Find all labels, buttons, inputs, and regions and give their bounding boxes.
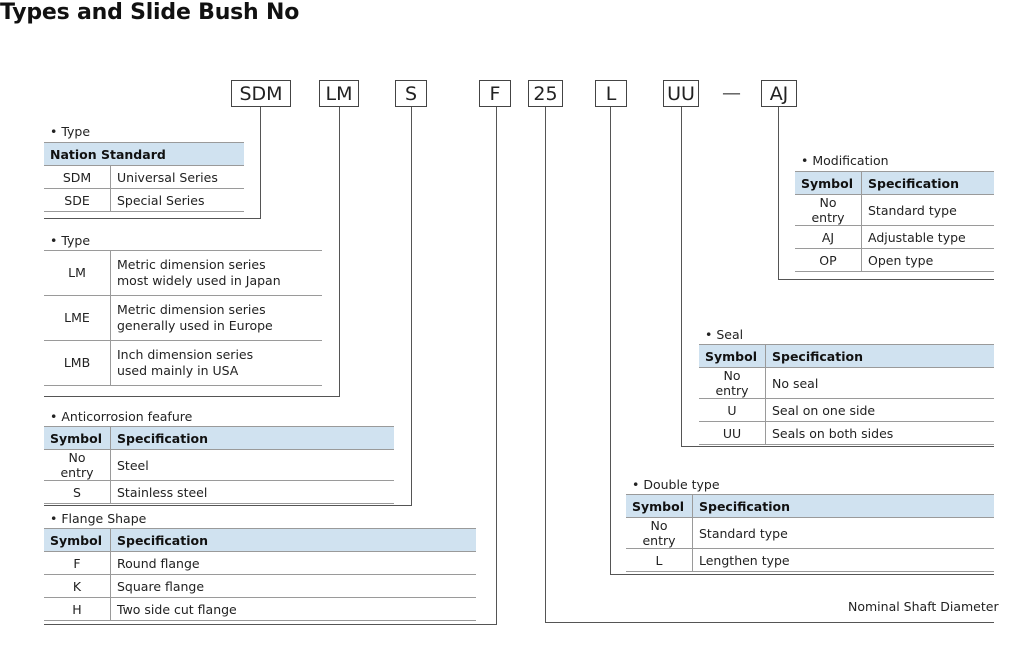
table-row <box>795 195 994 226</box>
symbol-header: Symbol <box>699 345 766 368</box>
spec-header: Specification <box>111 529 477 552</box>
table-row <box>795 226 994 249</box>
connector-25-horizontal <box>545 622 994 623</box>
seal-section-label: • Seal <box>705 327 744 342</box>
symbol-cell: AJ <box>795 226 862 249</box>
connector-lm-horizontal <box>44 396 340 397</box>
symbol-cell: No entry <box>44 450 111 481</box>
connector-aj-vertical <box>778 107 779 279</box>
spec-cell <box>111 251 323 296</box>
code-box-aj: AJ <box>761 80 797 107</box>
spec-line-1: Metric dimension series <box>117 302 266 317</box>
spec-cell: Universal Series <box>111 166 245 189</box>
spec-header: Specification <box>111 427 395 450</box>
seal-table <box>699 344 994 445</box>
connector-f-vertical <box>496 107 497 624</box>
connector-f-horizontal <box>44 624 497 625</box>
symbol-cell: F <box>44 552 111 575</box>
connector-s-horizontal <box>44 505 412 506</box>
connector-s-vertical <box>411 107 412 505</box>
nominal-shaft-diameter-label: Nominal Shaft Diameter <box>848 599 999 614</box>
table-row <box>44 598 476 621</box>
connector-l-vertical <box>610 107 611 574</box>
code-box-uu: UU <box>663 80 699 107</box>
connector-lm-vertical <box>339 107 340 396</box>
symbol-cell: SDM <box>44 166 111 189</box>
type-series-section-label: • Type <box>50 233 91 248</box>
spec-header: Specification <box>766 345 995 368</box>
table-row <box>699 368 994 399</box>
anticorrosion-section-label: • Anticorrosion feafure <box>50 409 193 424</box>
spec-cell: Square flange <box>111 575 477 598</box>
spec-line-1: Metric dimension series <box>117 257 266 272</box>
code-box-25: 25 <box>528 80 563 107</box>
table-row <box>44 341 322 386</box>
table-row <box>44 481 394 504</box>
spec-header: Specification <box>693 495 995 518</box>
flange-table <box>44 528 476 621</box>
table-row <box>626 549 994 572</box>
spec-cell: No seal <box>766 368 995 399</box>
table-row <box>44 575 476 598</box>
page-title: Types and Slide Bush No <box>0 0 300 25</box>
spec-cell: Special Series <box>111 189 245 212</box>
spec-cell: Standard type <box>693 518 995 549</box>
spec-cell: Standard type <box>862 195 995 226</box>
table-row <box>44 450 394 481</box>
flange-section-label: • Flange Shape <box>50 511 147 526</box>
symbol-header: Symbol <box>795 172 862 195</box>
code-box-l: L <box>595 80 627 107</box>
type-section-label: • Type <box>50 124 91 139</box>
table-row <box>44 166 244 189</box>
table-row <box>44 552 476 575</box>
nation-standard-table <box>44 142 244 212</box>
table-row <box>795 249 994 272</box>
spec-cell <box>111 296 323 341</box>
code-box-f: F <box>479 80 511 107</box>
symbol-header: Symbol <box>44 529 111 552</box>
table-row <box>44 251 322 296</box>
symbol-cell: L <box>626 549 693 572</box>
nation-standard-header: Nation Standard <box>44 143 244 166</box>
symbol-cell: K <box>44 575 111 598</box>
table-row <box>626 518 994 549</box>
symbol-cell: No entry <box>795 195 862 226</box>
connector-l-horizontal <box>610 574 994 575</box>
spec-cell: Round flange <box>111 552 477 575</box>
symbol-header: Symbol <box>44 427 111 450</box>
symbol-cell: H <box>44 598 111 621</box>
symbol-cell: LMB <box>44 341 111 386</box>
symbol-cell: S <box>44 481 111 504</box>
spec-cell: Stainless steel <box>111 481 395 504</box>
symbol-cell: OP <box>795 249 862 272</box>
spec-cell: Steel <box>111 450 395 481</box>
symbol-cell: UU <box>699 422 766 445</box>
table-row <box>699 422 994 445</box>
symbol-cell: LME <box>44 296 111 341</box>
code-dash: — <box>722 82 741 104</box>
spec-cell: Seal on one side <box>766 399 995 422</box>
symbol-cell: No entry <box>626 518 693 549</box>
code-box-sdm: SDM <box>231 80 291 107</box>
symbol-cell: SDE <box>44 189 111 212</box>
code-box-lm: LM <box>319 80 359 107</box>
spec-cell: Lengthen type <box>693 549 995 572</box>
spec-cell <box>111 341 323 386</box>
symbol-cell: LM <box>44 251 111 296</box>
spec-line-2: generally used in Europe <box>117 318 273 333</box>
spec-cell: Two side cut flange <box>111 598 477 621</box>
connector-sdm-horizontal <box>44 218 261 219</box>
double-type-table <box>626 494 994 572</box>
connector-uu-vertical <box>681 107 682 446</box>
type-series-table <box>44 250 322 386</box>
spec-line-2: used mainly in USA <box>117 363 239 378</box>
spec-cell: Adjustable type <box>862 226 995 249</box>
connector-aj-horizontal <box>778 279 994 280</box>
spec-line-1: Inch dimension series <box>117 347 254 362</box>
code-box-s: S <box>395 80 427 107</box>
spec-cell: Open type <box>862 249 995 272</box>
spec-cell: Seals on both sides <box>766 422 995 445</box>
spec-header: Specification <box>862 172 995 195</box>
symbol-header: Symbol <box>626 495 693 518</box>
symbol-cell: U <box>699 399 766 422</box>
table-row <box>44 296 322 341</box>
modification-section-label: • Modification <box>801 153 889 168</box>
table-row <box>699 399 994 422</box>
connector-25-vertical <box>545 107 546 622</box>
connector-sdm-vertical <box>260 107 261 218</box>
table-row <box>44 189 244 212</box>
symbol-cell: No entry <box>699 368 766 399</box>
anticorrosion-table <box>44 426 394 504</box>
connector-uu-horizontal <box>681 446 994 447</box>
spec-line-2: most widely used in Japan <box>117 273 281 288</box>
double-type-section-label: • Double type <box>632 477 720 492</box>
modification-table <box>795 171 994 272</box>
